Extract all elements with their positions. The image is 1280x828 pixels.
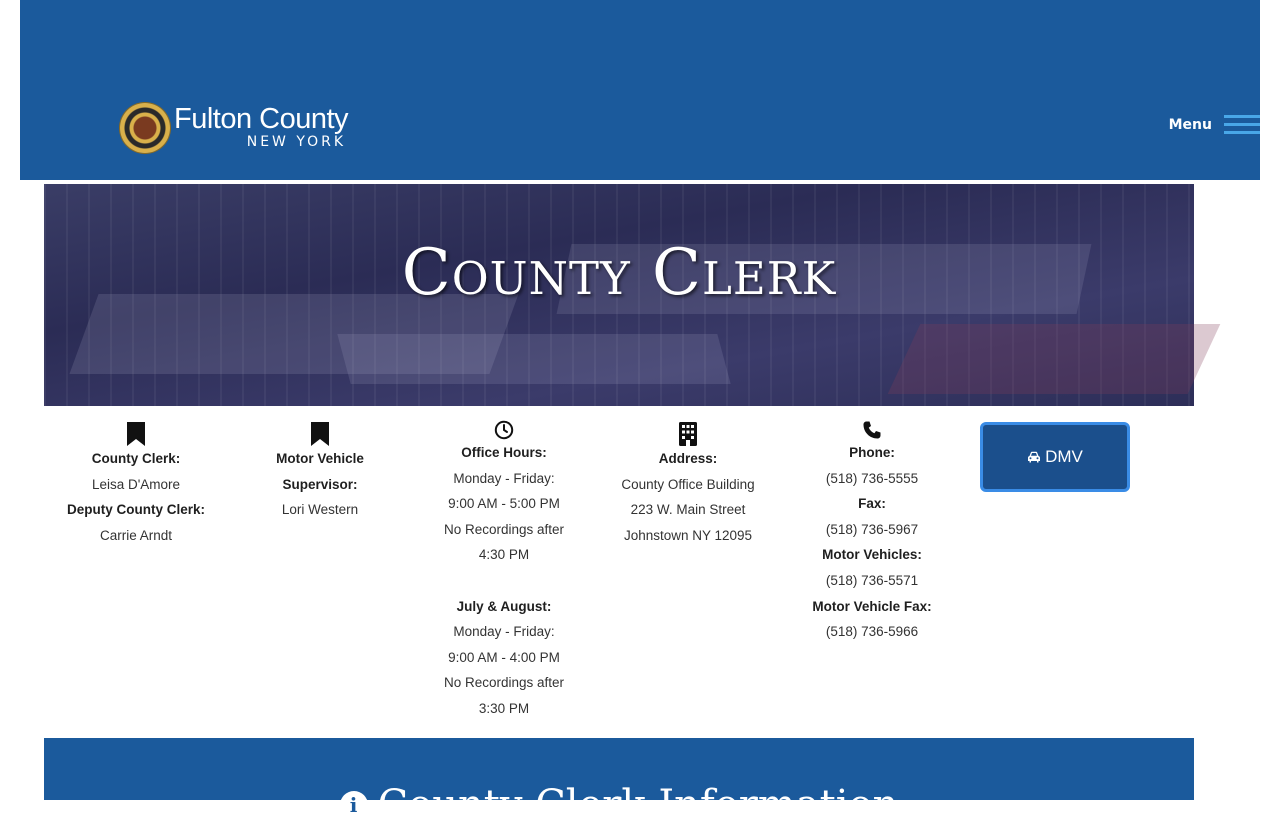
bookmark-icon bbox=[250, 420, 390, 446]
motor-vehicles-phone[interactable]: (518) 736-5571 bbox=[825, 572, 919, 588]
phone-icon bbox=[792, 420, 952, 440]
bookmark-icon bbox=[56, 420, 216, 446]
motor-vehicles-label: Motor Vehicles: bbox=[822, 547, 922, 563]
deputy-clerk-label: Deputy County Clerk: bbox=[66, 502, 205, 518]
clerk-information-section bbox=[44, 738, 1194, 828]
address-line1: County Office Building bbox=[621, 476, 755, 492]
info-circle-icon: i bbox=[340, 791, 368, 819]
hero-banner bbox=[44, 184, 1194, 406]
clerk-name: Leisa D'Amore bbox=[91, 476, 181, 492]
summer-hours-label: July & August: bbox=[456, 598, 552, 614]
summer-hours-note-line2: 3:30 PM bbox=[478, 700, 530, 716]
motor-vehicle-label-line2: Supervisor: bbox=[282, 476, 358, 492]
section-title bbox=[44, 782, 1194, 828]
office-hours-info bbox=[424, 420, 584, 722]
address-line2: 223 W. Main Street bbox=[630, 502, 746, 518]
office-hours-time: 9:00 AM - 5:00 PM bbox=[448, 496, 560, 512]
dmv-button-label: DMV bbox=[1045, 447, 1083, 466]
clerk-info bbox=[56, 420, 216, 548]
address-label: Address: bbox=[658, 451, 718, 466]
motor-vehicle-fax-label: Motor Vehicle Fax: bbox=[812, 598, 932, 614]
office-hours-days: Monday - Friday: bbox=[453, 470, 555, 486]
summer-hours-note-line1: No Recordings after bbox=[443, 675, 565, 691]
section-title-text: County Clerk Information bbox=[377, 782, 899, 828]
building-icon bbox=[603, 420, 773, 446]
address-line3: Johnstown NY 12095 bbox=[623, 527, 753, 543]
site-header bbox=[20, 0, 1260, 180]
logo-subtitle: NEW YORK bbox=[246, 134, 347, 150]
summer-hours-days: Monday - Friday: bbox=[453, 624, 555, 640]
motor-vehicle-supervisor-name: Lori Western bbox=[281, 502, 359, 518]
motor-vehicle-fax-number: (518) 736-5966 bbox=[825, 624, 919, 640]
menu-label: Menu bbox=[1168, 116, 1212, 133]
clerk-label: County Clerk: bbox=[91, 451, 181, 466]
logo-text bbox=[174, 105, 348, 151]
logo-title: Fulton County bbox=[174, 103, 349, 135]
clock-icon bbox=[424, 420, 584, 440]
address-info bbox=[603, 420, 773, 548]
office-hours-note-line1: No Recordings after bbox=[443, 521, 565, 537]
dmv-button[interactable] bbox=[980, 422, 1130, 492]
motor-vehicle-info bbox=[250, 420, 390, 523]
page-title: County Clerk bbox=[401, 236, 837, 310]
motor-vehicle-label-line1: Motor Vehicle bbox=[276, 451, 364, 466]
hamburger-icon bbox=[1224, 115, 1260, 134]
summer-hours-time: 9:00 AM - 4:00 PM bbox=[448, 649, 560, 665]
fax-label: Fax: bbox=[858, 496, 886, 512]
office-hours-label: Office Hours: bbox=[461, 445, 547, 460]
contact-info bbox=[792, 420, 952, 645]
fax-number: (518) 736-5967 bbox=[825, 521, 919, 537]
car-icon bbox=[1027, 451, 1041, 463]
menu-button[interactable] bbox=[1169, 115, 1260, 134]
site-logo[interactable] bbox=[120, 100, 348, 156]
office-hours-note-line2: 4:30 PM bbox=[478, 547, 530, 563]
deputy-clerk-name: Carrie Arndt bbox=[99, 527, 173, 543]
county-seal-icon bbox=[120, 103, 170, 153]
phone-label: Phone: bbox=[849, 445, 895, 460]
phone-number[interactable]: (518) 736-5555 bbox=[825, 470, 919, 486]
